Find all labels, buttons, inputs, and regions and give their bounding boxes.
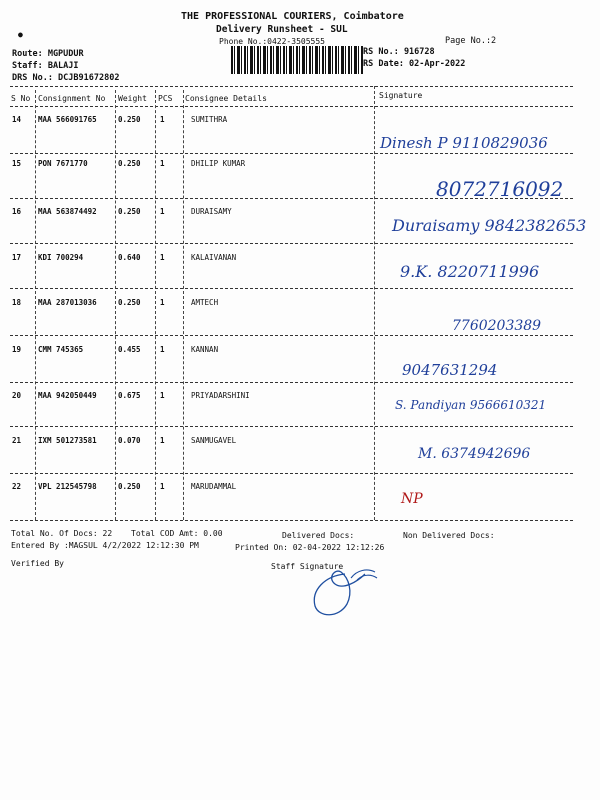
row-rule — [10, 473, 573, 474]
col-sno: S No — [11, 94, 31, 103]
non-delivered-docs: Non Delivered Docs: — [403, 531, 495, 540]
row-rule — [10, 153, 573, 154]
company-name: THE PROFESSIONAL COURIERS, Coimbatore — [181, 11, 404, 22]
row-pcs: 1 — [160, 298, 165, 307]
col-divider — [183, 90, 184, 520]
entered-by: Entered By :MAGSUL 4/2/2022 12:12:30 PM — [11, 541, 199, 550]
col-divider — [155, 90, 156, 520]
row-sno: 22 — [12, 482, 22, 491]
row-sno: 17 — [12, 253, 22, 262]
row-consignee: PRIYADARSHINI — [191, 391, 250, 400]
row-consignee: KANNAN — [191, 345, 219, 354]
printed-on: Printed On: 02-04-2022 12:12:26 — [235, 543, 385, 552]
row-weight: 0.250 — [118, 482, 141, 491]
row-rule — [10, 198, 573, 199]
row-rule — [10, 520, 573, 521]
row-weight: 0.250 — [118, 298, 141, 307]
page-number: Page No.:2 — [445, 36, 497, 46]
drs-number: DRS No.: DCJB91672802 — [12, 73, 120, 83]
row-consignee: AMTECH — [191, 298, 219, 307]
row-rule — [10, 243, 573, 244]
staff-signature-scribble — [305, 560, 385, 622]
row-weight: 0.250 — [118, 207, 141, 216]
col-divider — [115, 90, 116, 520]
row-consignment: PON 7671770 — [38, 159, 88, 168]
row-consignee: MARUDAMMAL — [191, 482, 237, 491]
handwritten-signature: 9047631294 — [402, 361, 498, 379]
handwritten-signature: 7760203389 — [452, 318, 542, 334]
row-pcs: 1 — [160, 436, 165, 445]
row-consignment: VPL 212545798 — [38, 482, 97, 491]
row-consignee: DURAISAMY — [191, 207, 232, 216]
row-rule — [10, 382, 573, 383]
rs-date: RS Date: 02-Apr-2022 — [363, 59, 466, 69]
staff-label: Staff: BALAJI — [12, 61, 79, 71]
row-weight: 0.250 — [118, 159, 141, 168]
row-pcs: 1 — [160, 253, 165, 262]
row-pcs: 1 — [160, 391, 165, 400]
row-rule — [10, 426, 573, 427]
delivered-docs: Delivered Docs: — [282, 531, 355, 540]
col-signature: Signature — [379, 91, 423, 100]
row-consignment: CMM 745365 — [38, 345, 84, 354]
row-sno: 18 — [12, 298, 22, 307]
route-label: Route: MGPUDUR — [12, 49, 84, 59]
row-consignment: MAA 566091765 — [38, 115, 97, 124]
total-cod: Total COD Amt: 0.00 — [131, 529, 223, 538]
row-sno: 20 — [12, 391, 22, 400]
handwritten-signature: S. Pandiyan 9566610321 — [395, 398, 547, 412]
handwritten-signature: Dinesh P 9110829036 — [380, 134, 548, 152]
staff-signature-label: Staff Signature — [271, 562, 344, 571]
row-pcs: 1 — [160, 207, 165, 216]
row-weight: 0.455 — [118, 345, 141, 354]
handwritten-signature: M. 6374942696 — [418, 446, 531, 462]
header-bottom-rule — [10, 106, 573, 107]
row-consignment: MAA 563874492 — [38, 207, 97, 216]
row-sno: 21 — [12, 436, 22, 445]
row-consignee: KALAIVANAN — [191, 253, 237, 262]
col-divider — [374, 86, 375, 520]
row-weight: 0.250 — [118, 115, 141, 124]
handwritten-signature: 9.K. 8220711996 — [400, 262, 540, 281]
row-consignment: KDI 700294 — [38, 253, 84, 262]
row-rule — [10, 335, 573, 336]
row-consignment: MAA 287013036 — [38, 298, 97, 307]
row-pcs: 1 — [160, 345, 165, 354]
row-consignee: SANMUGAVEL — [191, 436, 237, 445]
handwritten-signature: 8072716092 — [436, 177, 564, 201]
row-consignment: IXM 501273581 — [38, 436, 97, 445]
header-top-rule — [10, 86, 573, 87]
col-consignee: Consignee Details — [185, 94, 267, 103]
row-sno: 15 — [12, 159, 22, 168]
row-pcs: 1 — [160, 115, 165, 124]
row-weight: 0.640 — [118, 253, 141, 262]
verified-by: Verified By — [11, 559, 64, 568]
row-consignment: MAA 942050449 — [38, 391, 97, 400]
phone-number: Phone No.:0422-3505555 — [219, 37, 325, 46]
row-consignee: DHILIP KUMAR — [191, 159, 246, 168]
rs-number: RS No.: 916728 — [363, 47, 435, 57]
col-weight: Weight — [118, 94, 147, 103]
handwritten-signature: NP — [401, 491, 423, 507]
bullet-dot: ● — [18, 30, 23, 39]
col-pcs: PCS — [158, 94, 173, 103]
row-pcs: 1 — [160, 482, 165, 491]
total-docs: Total No. Of Docs: 22 — [11, 529, 113, 538]
document-title: Delivery Runsheet - SUL — [216, 24, 348, 35]
row-consignee: SUMITHRA — [191, 115, 228, 124]
row-weight: 0.675 — [118, 391, 141, 400]
row-weight: 0.070 — [118, 436, 141, 445]
col-consignment: Consignment No — [38, 94, 106, 103]
row-sno: 19 — [12, 345, 22, 354]
col-divider — [35, 90, 36, 520]
row-sno: 16 — [12, 207, 22, 216]
row-pcs: 1 — [160, 159, 165, 168]
row-rule — [10, 288, 573, 289]
handwritten-signature: Duraisamy 9842382653 — [392, 216, 587, 235]
barcode — [231, 46, 363, 74]
row-sno: 14 — [12, 115, 22, 124]
